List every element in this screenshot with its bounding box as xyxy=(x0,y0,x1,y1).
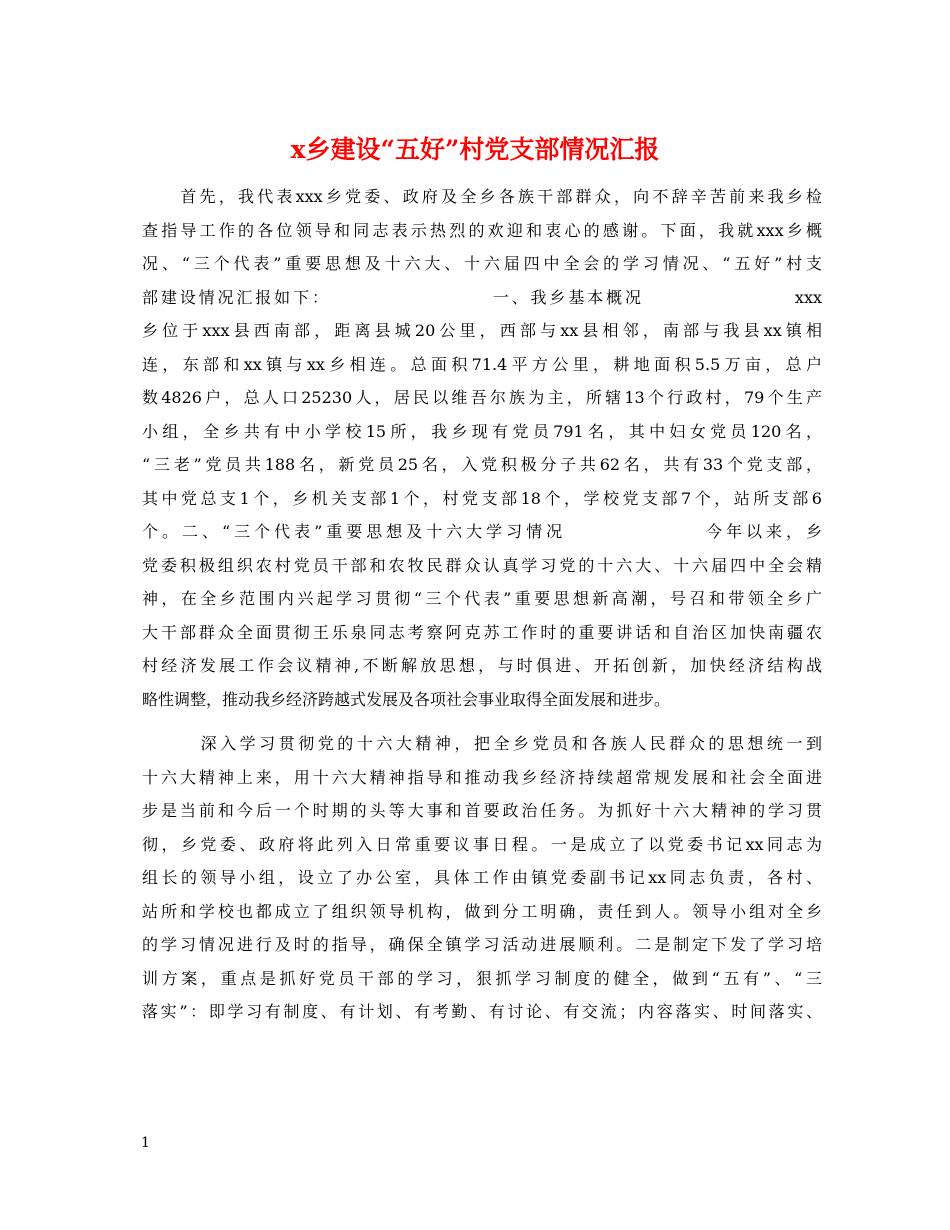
body-line: 十六大精神上来，用十六大精神指导和推动我乡经济持续超常规发展和社会全面进 xyxy=(142,767,822,787)
body-line: 个。二、“三个代表”重要思想及十六大学习情况 今年以来，乡 xyxy=(142,522,822,541)
body-line: 数4826户，总人口25230人，居民以维吾尔族为主，所辖13个行政村，79个生产 xyxy=(142,388,822,407)
paragraph-gap xyxy=(142,716,822,727)
body-line: 步是当前和今后一个时期的头等大事和首要政治任务。为抓好十六大精神的学习贯 xyxy=(142,801,822,820)
body-line: 神，在全乡范围内兴起学习贯彻“三个代表”重要思想新高潮，号召和带领全乡广 xyxy=(142,589,822,608)
body-line: 大干部群众全面贯彻王乐泉同志考察阿克苏工作时的重要讲话和自治区加快南疆农 xyxy=(142,622,822,642)
body-line: 其中党总支1个，乡机关支部1个，村党支部18个，学校党支部7个，站所支部6 xyxy=(142,488,822,508)
body-line: 村经济发展工作会议精神,不断解放思想，与时俱进、开拓创新，加快经济结构战 xyxy=(142,656,822,675)
body-line: 站所和学校也都成立了组织领导机构，做到分工明确，责任到人。领导小组对全乡 xyxy=(142,901,822,921)
body-line: 查指导工作的各位领导和同志表示热烈的欢迎和衷心的感谢。下面，我就xxx乡概 xyxy=(142,220,822,240)
body-line: “三老”党员共188名，新党员25名，入党积极分子共62名，共有33个党支部， xyxy=(142,455,822,474)
body-line: 略性调整，推动我乡经济跨越式发展及各项社会事业取得全面发展和进步。 xyxy=(142,689,671,709)
body-line: 况、“三个代表”重要思想及十六大、十六届四中全会的学习情况、“五好”村支 xyxy=(142,254,822,273)
body-line: 组长的领导小组，设立了办公室，具体工作由镇党委副书记xx同志负责，各村、 xyxy=(142,868,822,887)
body-line: 部建设情况汇报如下： 一、我乡基本概况 xxx xyxy=(142,287,822,307)
body-line: 首先，我代表xxx乡党委、政府及全乡各族干部群众，向不辞辛苦前来我乡检 xyxy=(142,187,822,206)
page-number: 1 xyxy=(141,1135,150,1151)
body-line: 连，东部和xx镇与xx乡相连。总面积71.4平方公里，耕地面积5.5万亩，总户 xyxy=(142,354,822,374)
body-line: 的学习情况进行及时的指导，确保全镇学习活动进展顺利。二是制定下发了学习培 xyxy=(142,935,822,954)
body-line: 小组，全乡共有中小学校15所，我乡现有党员791名，其中妇女党员120名， xyxy=(142,421,822,441)
body-line: 彻，乡党委、政府将此列入日常重要议事日程。一是成立了以党委书记xx同志为 xyxy=(142,834,822,854)
document-title: x乡建设“五好”村党支部情况汇报 xyxy=(290,135,660,164)
body-line: 训方案，重点是抓好党员干部的学习，狠抓学习制度的健全，做到“五有”、“三 xyxy=(142,968,822,988)
body-line: 落实”：即学习有制度、有计划、有考勤、有讨论、有交流；内容落实、时间落实、 xyxy=(142,1002,822,1021)
body-line: 党委积极组织农村党员干部和农牧民群众认真学习党的十六大、十六届四中全会精 xyxy=(142,555,822,575)
document-body xyxy=(142,180,822,1029)
body-line: 乡位于xxx县西南部，距离县城20公里，西部与xx县相邻，南部与我县xx镇相 xyxy=(142,321,822,340)
body-line: 深入学习贯彻党的十六大精神，把全乡党员和各族人民群众的思想统一到 xyxy=(142,734,822,753)
